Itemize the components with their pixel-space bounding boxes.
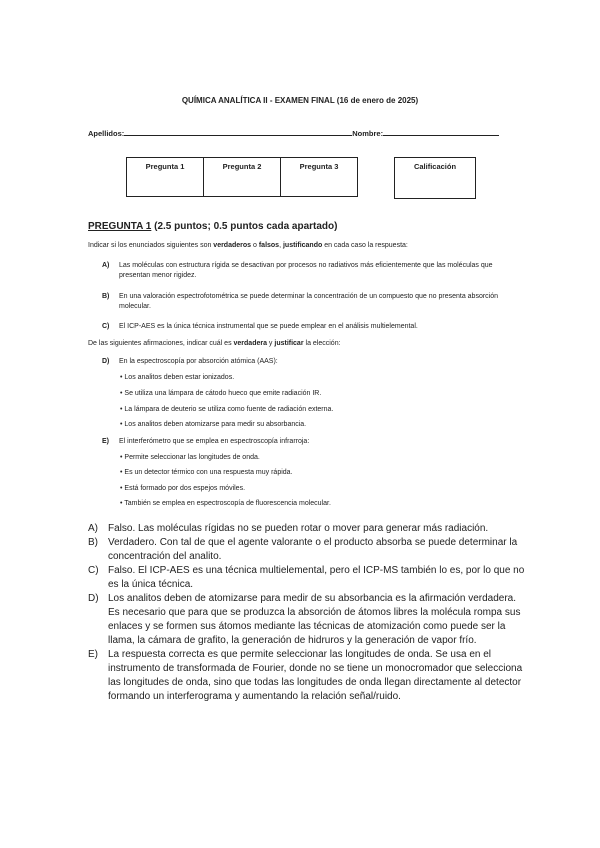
score-cell-pregunta-3: Pregunta 3 <box>281 158 358 197</box>
answer-c: C) Falso. El ICP-AES es una técnica multielemental, pero el ICP-MS también lo es, por lo que no es la única técnica. <box>88 565 525 590</box>
d-bullet: • Los analitos deben estar ionizados. <box>120 374 235 381</box>
calificacion-box: Calificación <box>394 157 476 199</box>
e-bullet: • Permite seleccionar las longitudes de onda. <box>120 454 260 461</box>
d-bullet: • Los analitos deben atomizarse para medir su absorbancia. <box>120 421 307 428</box>
name-fields <box>88 128 499 138</box>
exam-title: QUÍMICA ANALÍTICA II - EXAMEN FINAL (16 de enero de 2025) <box>181 96 419 105</box>
e-bullet: • Es un detector térmico con una respuesta muy rápida. <box>120 469 293 476</box>
apellidos-label: Apellidos: <box>88 129 125 138</box>
d-bullet: • La lámpara de deuterio se utiliza como fuente de radiación externa. <box>120 406 334 413</box>
answer-d: D) Los analitos deben de atomizarse para medir de su absorbancia es la afirmación verdadera. Es necesario que para que se produzca la absorción de átomos libres la molécula rompa sus enlaces y se formen sus átomos mediante las técnicas de atomización como puede ser la llama, la cámara de grafito, la generación de hidruros y la generación de vapor frío. <box>88 593 521 646</box>
score-cell-pregunta-1: Pregunta 1 <box>127 158 204 197</box>
nombre-line[interactable] <box>383 128 499 136</box>
statement-a: A) Las moléculas con estructura rígida se desactivan por procesos no radiativos más eficientemente que las moléculas que presentan menor rigidez. <box>102 262 493 279</box>
statement-c: C) El ICP-AES es la única técnica instrumental que se puede emplear en el análisis multielemental. <box>102 323 418 330</box>
question-heading <box>88 221 337 232</box>
answer-e: E) La respuesta correcta es que permite seleccionar las longitudes de onda. Se usa en el instrumento de transformada de Fourier, donde no se tiene un monocromador que selecciona las longitudes de onda, sino que todas las longitudes de onda llegan directamente al detector formando un interferograma y aumentando la relación señal/ruido. <box>88 649 523 702</box>
instruction-1: Indicar si los enunciados siguientes son verdaderos o falsos, justificando en cada caso la respuesta: <box>88 242 408 249</box>
score-table <box>126 157 358 197</box>
instruction-2: De las siguientes afirmaciones, indicar cuál es verdadera y justificar la elección: <box>88 340 341 347</box>
answer-b: B) Verdadero. Con tal de que el agente valorante o el producto absorba se puede determinar la concentración del analito. <box>88 537 518 562</box>
statement-b: B) En una valoración espectrofotométrica se puede determinar la concentración de un compuesto que no presenta absorción molecular. <box>102 293 499 310</box>
d-bullet: • Se utiliza una lámpara de cátodo hueco que emite radiación IR. <box>120 390 322 397</box>
apellidos-line[interactable] <box>124 128 352 136</box>
e-bullet: • También se emplea en espectroscopía de fluorescencia molecular. <box>120 500 331 507</box>
nombre-label: Nombre: <box>352 129 384 138</box>
score-cell-pregunta-2: Pregunta 2 <box>204 158 281 197</box>
e-bullet: • Está formado por dos espejos móviles. <box>120 485 246 492</box>
question-number: PREGUNTA 1 <box>88 221 152 232</box>
statement-e: E) El interferómetro que se emplea en espectroscopía infrarroja: <box>102 438 310 445</box>
answer-a: A) Falso. Las moléculas rígidas no se pueden rotar o mover para generar más radiación. <box>88 523 489 534</box>
question-points: (2.5 puntos; 0.5 puntos cada apartado) <box>151 221 338 232</box>
statement-d: D) En la espectroscopía por absorción atómica (AAS): <box>102 358 278 365</box>
answers <box>88 522 528 704</box>
